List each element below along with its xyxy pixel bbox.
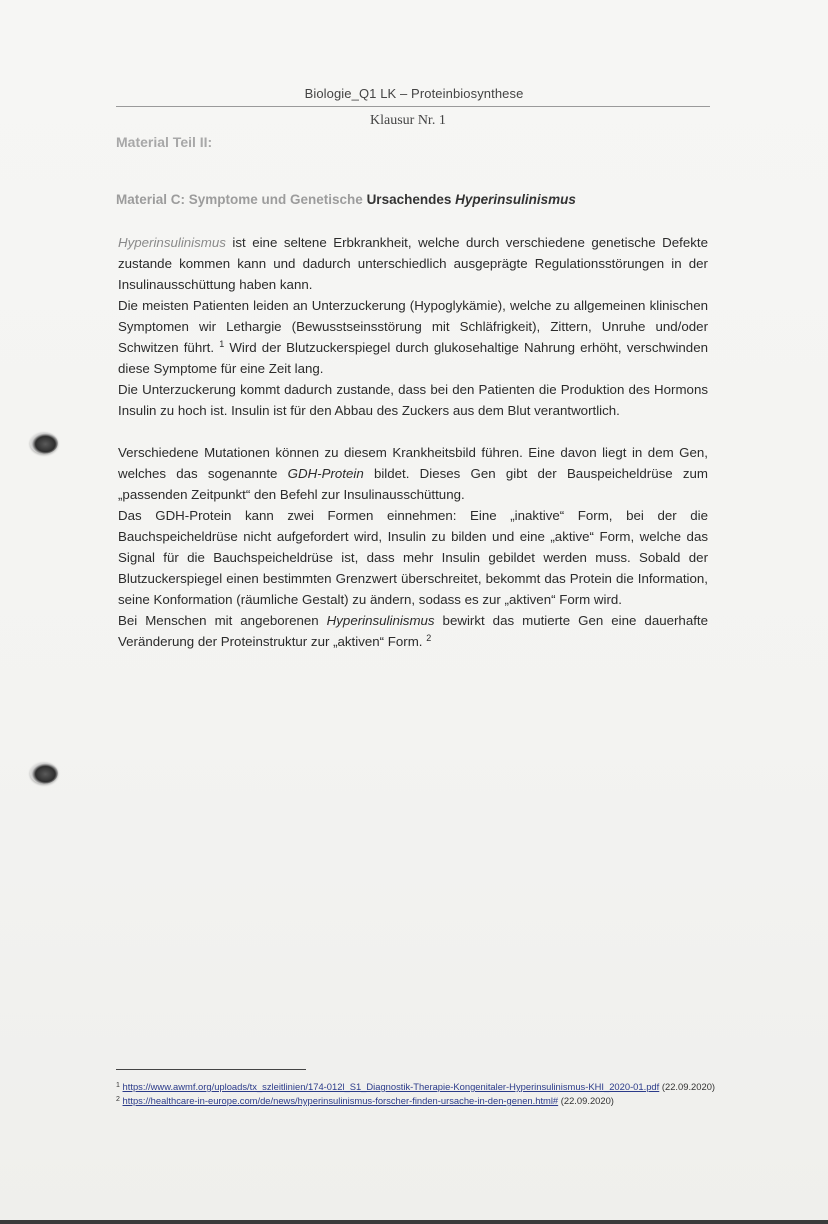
p2-sentence-3a: Bei Menschen mit angeborenen <box>118 613 327 628</box>
footnote-1-number: 1 <box>116 1082 120 1089</box>
page-bottom-edge <box>0 1220 828 1224</box>
footnote-2-link[interactable]: https://healthcare-in-europe.com/de/news/hyperinsulinismus-forscher-finden-ursache-in-den-genen.html# <box>122 1095 559 1106</box>
term-hyperinsulinismus: Hyperinsulinismus <box>118 235 226 250</box>
section-title <box>116 192 576 207</box>
footnotes <box>116 1079 716 1107</box>
paragraph-1-symptoms <box>118 295 708 379</box>
paragraph-1-intro <box>118 232 708 295</box>
footnote-1-link[interactable]: https://www.awmf.org/uploads/tx_szleitlinien/174-012l_S1_Diagnostik-Therapie-Kongenitaler-Hyperinsulinismus-KHI_2020-01.pdf <box>122 1081 660 1092</box>
paragraph-2-conclusion <box>118 610 708 652</box>
footnote-ref-1[interactable]: 1 <box>219 339 225 349</box>
section-title-middle: Ursachendes <box>366 192 456 207</box>
p1-sentence-1: ist eine seltene Erbkrankheit, welche durch verschiedene genetische Defekte zustande kommen kann und dadurch unterschiedlich ausgeprägte Regulationsstörungen in der Insulinausschüttung haben kann. <box>118 235 708 292</box>
footnote-1-date: (22.09.2020) <box>659 1081 716 1092</box>
header-title: Biologie_Q1 LK – Proteinbiosynthese <box>304 86 524 101</box>
footnote-divider <box>116 1069 306 1070</box>
footnote-2-date: (22.09.2020) <box>558 1095 614 1106</box>
paragraph-2-mutation <box>118 442 708 505</box>
p1-sentence-3: Wird der Blutzuckerspiegel durch glukosehaltige Nahrung erhöht, verschwinden diese Symptome für eine Zeit lang. <box>118 340 708 376</box>
term-hyperinsulinismus-2: Hyperinsulinismus <box>326 613 435 628</box>
paragraph-1-cause: Die Unterzuckerung kommt dadurch zustande, dass bei den Patienten die Produktion des Hormons Insulin zu hoch ist. Insulin ist für den Abbau des Zuckers aus dem Blut verantwortlich. <box>118 382 708 418</box>
punch-hole-top <box>30 432 58 454</box>
footnote-ref-2[interactable]: 2 <box>426 633 432 643</box>
exam-number: Klausur Nr. 1 <box>370 113 446 128</box>
p1-sentence-2: Die meisten Patienten leiden an Unterzuckerung (Hypoglykämie), welche zu allgemeinen klinischen Symptomen wir Lethargie (Bewusstseinsstörung mit Schläfrigkeit), Zittern, Unruhe und/oder Schwitzen führt. <box>118 298 708 355</box>
footnote-2-number: 2 <box>116 1096 120 1103</box>
punch-hole-bottom <box>30 762 58 784</box>
section-title-prefix: Material C: Symptome und Genetische <box>116 192 367 207</box>
term-gdh-protein: GDH-Protein <box>287 466 364 481</box>
header-divider <box>116 106 710 107</box>
p2-sentence-1a: Verschiedene Mutationen können zu diesem Krankheitsbild führen. Eine davon liegt in dem Gen, welches das sogenannte <box>118 445 708 481</box>
footnote-1 <box>116 1079 716 1093</box>
paragraph-2-forms: Das GDH-Protein kann zwei Formen einnehmen: Eine „inaktive“ Form, bei der die Bauchspeicheldrüse nicht aufgefordert wird, Insulin zu bilden und eine „aktive“ Form, welche das Signal für die Bauchspeicheldrüse ist, dass mehr Insulin gebildet werden muss. Sobald der Blutzuckerspiegel einen bestimmten Grenzwert überschreitet, bekommt das Protein die Information, seine Konformation (räumliche Gestalt) zu ändern, sodass es zur „aktiven“ Form wird. <box>118 508 708 607</box>
body-text <box>118 232 708 652</box>
footnote-2 <box>116 1093 716 1107</box>
p2-sentence-1b: bildet. Dieses Gen gibt der Bauspeicheldrüse zum „passenden Zeitpunkt“ den Befehl zur Insulinausschüttung. <box>118 466 708 502</box>
material-part-label: Material Teil II: <box>116 134 213 150</box>
p2-sentence-3b: bewirkt das mutierte Gen eine dauerhafte Veränderung der Proteinstruktur zur „aktiven“ Form. <box>118 613 708 649</box>
section-title-term: Hyperinsulinismus <box>455 192 576 207</box>
